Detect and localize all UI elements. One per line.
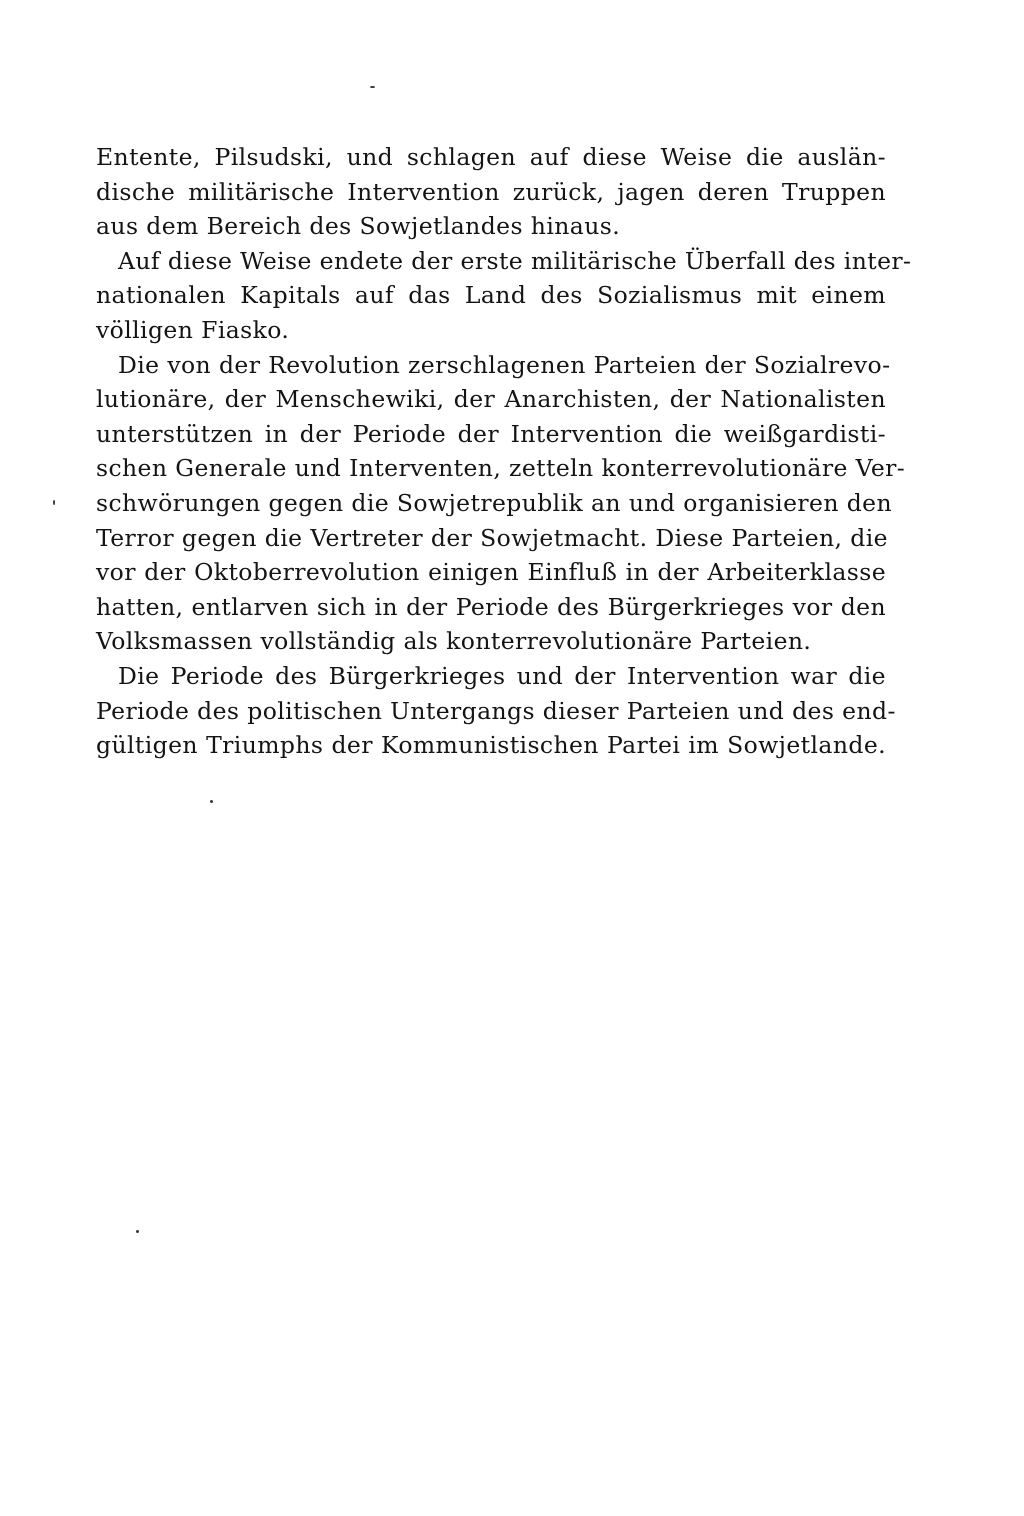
text-line: nationalen Kapitals auf das Land des Sozialismus mit einem bbox=[96, 281, 886, 310]
text-line: unterstützen in der Periode der Intervention die weißgardisti- bbox=[96, 419, 886, 448]
scan-speck bbox=[370, 86, 375, 88]
scan-speck bbox=[53, 500, 55, 505]
text-line: Entente, Pilsudski, und schlagen auf diese Weise die auslän- bbox=[96, 143, 886, 171]
text-line: Die von der Revolution zerschlagenen Parteien der Sozialrevo- bbox=[118, 350, 891, 379]
paragraph bbox=[96, 348, 906, 659]
scan-speck bbox=[136, 1230, 139, 1233]
text-line: Die Periode des Bürgerkrieges und der Intervention war die bbox=[118, 661, 886, 690]
text-line: Volksmassen vollständig als konterrevolutionäre Parteien. bbox=[96, 627, 812, 656]
text-line: hatten, entlarven sich in der Periode des Bürgerkrieges vor den bbox=[96, 592, 886, 621]
body-text bbox=[96, 140, 912, 763]
text-line: schen Generale und Interventen, zetteln konterrevolutionäre Ver- bbox=[96, 454, 906, 483]
text-line: völligen Fiasko. bbox=[96, 315, 290, 344]
paragraph bbox=[96, 140, 886, 244]
text-line: schwörungen gegen die Sowjetrepublik an und organisieren den bbox=[96, 488, 893, 517]
text-line: vor der Oktoberrevolution einigen Einfluß in der Arbeiterklasse bbox=[96, 558, 886, 587]
text-line: aus dem Bereich des Sowjetlandes hinaus. bbox=[96, 212, 621, 241]
paragraph bbox=[96, 659, 896, 763]
text-line: lutionäre, der Menschewiki, der Anarchisten, der Nationalisten bbox=[96, 385, 886, 414]
paragraph bbox=[96, 244, 912, 348]
text-line: gültigen Triumphs der Kommunistischen Partei im Sowjetlande. bbox=[96, 731, 886, 760]
text-line: Terror gegen die Vertreter der Sowjetmacht. Diese Parteien, die bbox=[96, 523, 888, 552]
scan-speck bbox=[210, 800, 213, 803]
text-line: Periode des politischen Untergangs dieser Parteien und des end- bbox=[96, 696, 896, 725]
text-line: Auf diese Weise endete der erste militärische Überfall des inter- bbox=[118, 246, 912, 275]
text-line: dische militärische Intervention zurück, jagen deren Truppen bbox=[96, 177, 886, 206]
